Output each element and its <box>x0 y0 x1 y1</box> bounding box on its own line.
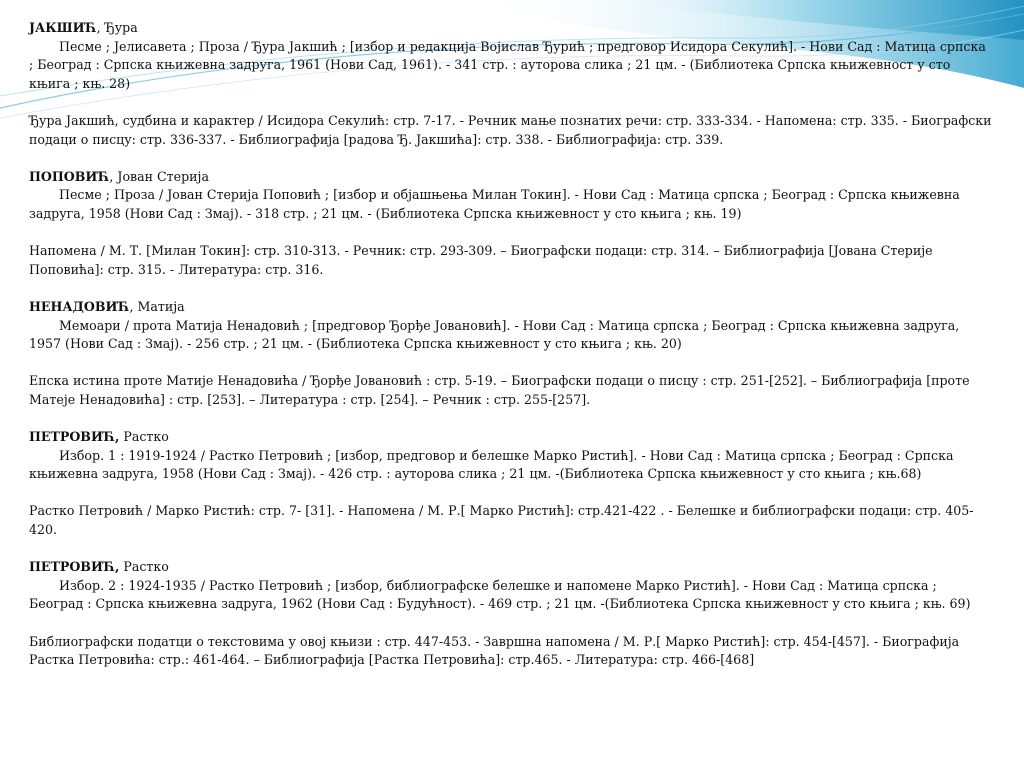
bibliography-entry <box>29 298 994 428</box>
author-given-name: , Јован Стерија <box>109 168 209 184</box>
author-given-name: Растко <box>119 429 169 445</box>
entry-note: Епска истина проте Матије Ненадовића / Ђорђе Јовановић : стр. 5-19. – Биографски подаци о писцу : стр. 251-[252]. – Библиографија [проте Матеје Ненадовића] : стр. [253]. – Литература : стр. [254]. – Речник : стр. 255-[257]. <box>29 373 970 407</box>
author-given-name: Растко <box>119 559 169 575</box>
bibliography-entry <box>29 168 994 298</box>
entry-heading <box>29 19 994 38</box>
entry-heading <box>29 428 994 447</box>
entry-note: Ђура Јакшић, судбина и карактер / Исидора Секулић: стр. 7-17. - Речник мање познатих речи: стр. 333-334. - Напомена: стр. 335. - Биографски подаци о писцу: стр. 336-337. - Библиографија [радова Ђ. Јакшића]: стр. 338. - Библиографија: стр. 339. <box>29 112 992 147</box>
entry-heading <box>29 558 994 577</box>
entry-description: Избор. 2 : 1924-1935 / Растко Петровић ; [избор, библиографске белешке и напомене Марко Ристић]. - Нови Сад : Матица српска ; Београд : Српска књижевна задруга, 1962 (Нови Сад : Будућност). - 469 стр. ; 21 цм. -(Библиотека Српска књижевност у сто књига ; књ. 69) <box>29 577 971 612</box>
author-surname: ПЕТРОВИЋ, <box>29 559 120 575</box>
entry-note: Напомена / М. Т. [Милан Токин]: стр. 310-313. - Речник: стр. 293-309. – Биографски подаци: стр. 314. – Библиографија [Јована Стерије Поповића]: стр. 315. - Литература: стр. 316. <box>29 243 933 277</box>
author-surname: ПЕТРОВИЋ, <box>29 429 120 445</box>
bibliography-entry <box>29 19 994 168</box>
entry-heading <box>29 168 994 187</box>
bibliography-entry <box>29 428 994 558</box>
bibliography-list <box>29 19 994 670</box>
author-surname: ЈАКШИЋ <box>29 20 97 35</box>
entry-note: Библиографски податци о текстовима у овој књизи : стр. 447-453. - Завршна напомена / М. Р.[ Марко Ристић]: стр. 454-[457]. - Биографија Растка Петровића: стр.: 461-464. – Библиографија [Растка Петровића]: стр.465. - Литература: стр. 466-[468] <box>29 633 960 668</box>
author-surname: НЕНАДОВИЋ <box>29 298 130 314</box>
entry-description: Мемоари / прота Матија Ненадовић ; [предговор Ђорђе Јовановић]. - Нови Сад : Матица српска ; Београд : Српска књижевна задруга, 1957 (Нови Сад : Змај). - 256 стр. ; 21 цм. - (Библиотека Српска књижевност у сто књига ; књ. 20) <box>29 317 960 352</box>
entry-description: Песме ; Јелисавета ; Проза / Ђура Јакшић ; [избор и редакција Војислав Ђурић ; предговор Исидора Секулић]. - Нови Сад : Матица српска ; Београд : Српска књижевна задруга, 1961 (Нови Сад, 1961). - 341 стр. : ауторова слика ; 21 цм. - (Библиотека Српска књижевност у сто књига ; књ. 28) <box>29 38 986 91</box>
entry-description: Песме ; Проза / Јован Стерија Поповић ; [избор и објашњења Милан Токин]. - Нови Сад : Матица српска ; Београд : Српска књижевна задруга, 1958 (Нови Сад : Змај). - 318 стр. ; 21 цм. - (Библиотека Српска књижевност у сто књига ; књ. 19) <box>29 187 960 221</box>
entry-note: Растко Петровић / Марко Ристић: стр. 7- [31]. - Напомена / М. Р.[ Марко Ристић]: стр.421-422 . - Белешке и библиографски подаци: стр. 405-420. <box>29 503 974 538</box>
author-given-name: , Матија <box>129 298 185 314</box>
bibliography-entry <box>29 558 994 670</box>
author-given-name: , Ђура <box>96 20 138 35</box>
entry-heading <box>29 298 994 317</box>
author-surname: ПОПОВИЋ <box>29 168 110 184</box>
entry-description: Избор. 1 : 1919-1924 / Растко Петровић ; [избор, предговор и белешке Марко Ристић]. - Нови Сад : Матица српска ; Београд : Српска књижевна задруга, 1958 (Нови Сад : Змај). - 426 стр. : ауторова слика ; 21 цм. -(Библиотека Српска књижевност у сто књига ; књ.68) <box>29 447 954 482</box>
